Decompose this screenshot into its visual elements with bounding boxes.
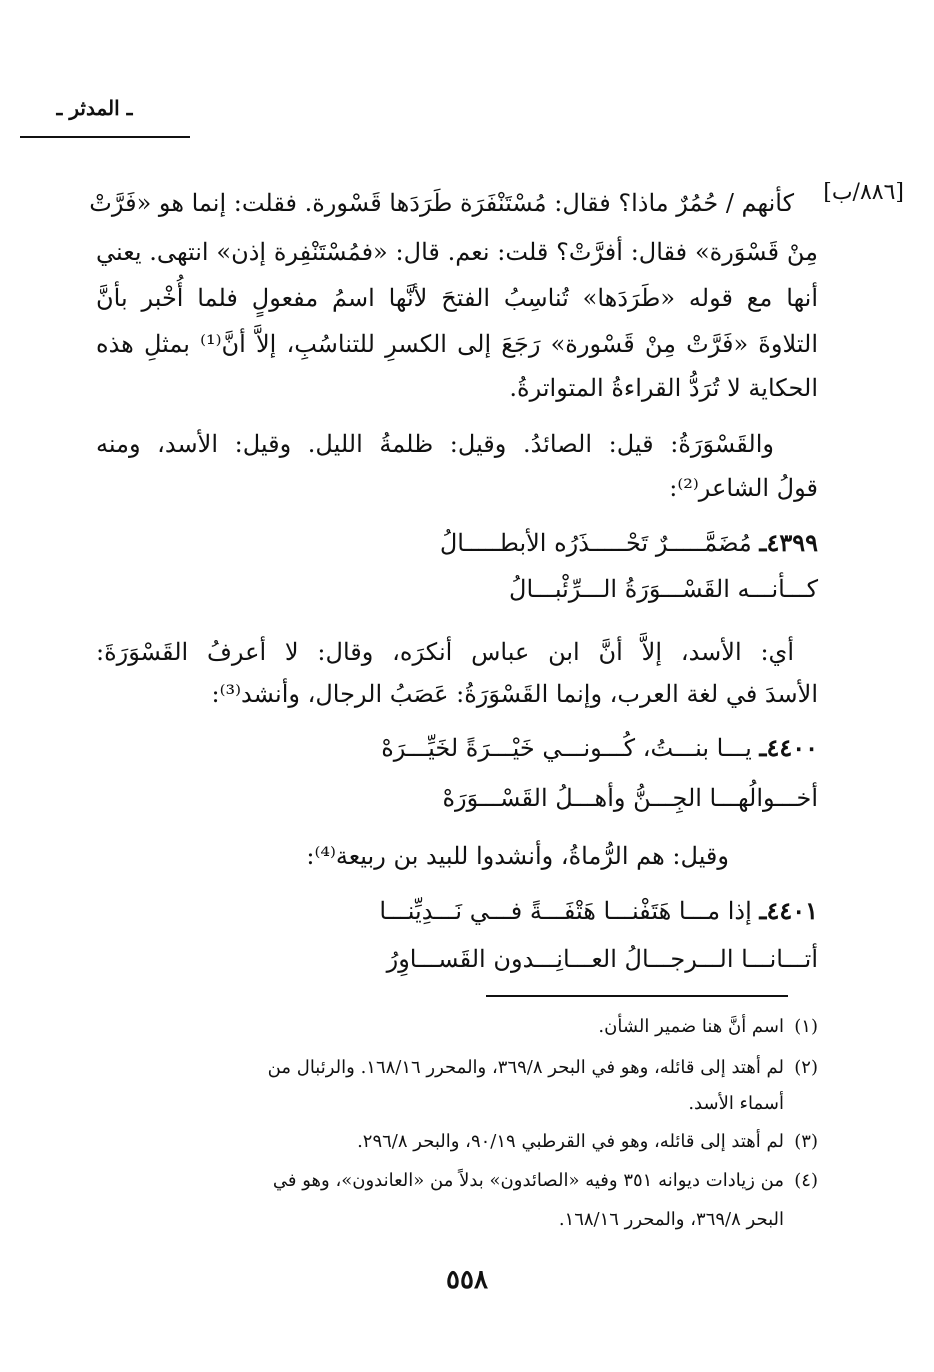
verse-hemistich: يـــا بنـــتُ، كُـــونـــي خَيْـــرَةً لخَيِّـــرَهْ: [381, 734, 752, 762]
footnote-line: اسم أنَّ هنا ضمير الشأن.: [598, 1016, 784, 1037]
footnote-line: البحر ٣٦٩/٨، والمحرر ١٦٨/١٦.: [558, 1209, 784, 1230]
body-line: والقَسْوَرَةُ: قيل: الصائدُ. وقيل: ظلمةُ الليل. وقيل: الأسد، ومنه: [96, 430, 774, 458]
running-header: [0, 96, 189, 130]
header-rule: [20, 136, 190, 138]
body-line: مِنْ قَسْوَرة» فقال: أفرَّتْ؟ قلت: نعم. قال: «فمُسْتَنْفِرة إذن» انتهى. يعني: [96, 238, 818, 266]
footnote-line: أسماء الأسد.: [688, 1093, 784, 1114]
body-line: أي: الأسد، إلاَّ أنَّ ابن عباس أنكرَه، وقال: لا أعرفُ القَسْوَرَةَ:: [96, 638, 794, 666]
verse-number: ٤٤٠٠ـ: [759, 733, 818, 762]
verse-number: ٤٤٠١ـ: [759, 896, 818, 925]
body-line: قولُ الشاعر⁽²⁾:: [669, 474, 818, 502]
verse-4399-second: كـــأنـــه القَسْـــوَرَةُ الـــرِّئْبـــالُ: [509, 575, 818, 603]
footnote-number: (٣): [794, 1131, 818, 1152]
footnote-number: (٤): [794, 1170, 818, 1191]
body-line: الأسدَ في لغة العرب، وإنما القَسْوَرَةُ: عَصَبُ الرجال، وأنشد⁽³⁾:: [211, 680, 818, 708]
body-line: كأنهم / حُمُرٌ ماذا؟ فقال: مُسْتَنْفَرَة طَرَدَها قَسْورة. فقلت: إنما هو «فَرَّتْ: [89, 189, 794, 217]
footnote-line: من زيادات ديوانه ٣٥١ وفيه «الصائدون» بدلاً من «العاندون»، وهو في: [272, 1170, 784, 1191]
page-number: ٥٥٨: [446, 1265, 488, 1295]
verse-4399-first: [440, 520, 818, 566]
footnote-number: (٢): [794, 1057, 818, 1078]
body-line: أنها مع قوله «طَرَدَها» تُناسِبُ الفتحَ لأنَّها اسمُ مفعولٍ فلما أُخْبر بأنَّ: [96, 284, 818, 312]
verse-number: ٤٣٩٩ـ: [759, 528, 818, 557]
manuscript-folio-marker: [٨٨٦/ب]: [823, 180, 904, 205]
verse-4400-second: أخـــوالُهـــا الجِـــنُّ وأهـــلُ القَسْـــوَرَهْ: [442, 784, 818, 812]
verse-4401-second: أتـــانـــا الـــرجـــالُ العـــانِـــدون القَســـاوِرُ: [386, 945, 818, 973]
verse-hemistich: مُضَمَّـــــرٌ تَحْـــــذَرُه الأبطـــــالُ: [439, 529, 752, 557]
surah-title: ـ المدثر ـ: [56, 96, 133, 120]
body-line: وقيل: هم الرُّماةُ، وأنشدوا للبيد بن ربيعة⁽⁴⁾:: [306, 842, 729, 870]
verse-4401-first: [379, 888, 818, 934]
footnote-line: لم أهتد إلى قائله، وهو في البحر ٣٦٩/٨، والمحرر ١٦٨/١٦. والرئبال من: [267, 1057, 784, 1078]
body-line: التلاوةَ «فَرَّتْ مِنْ قَسْورة» رَجَعَ إلى الكسرِ للتناسُبِ، إلاَّ أنَّ⁽¹⁾ بمثلِ هذه: [96, 330, 819, 358]
verse-hemistich: إذا مـــا هَتَفْنـــا هَتْفَـــةً فـــي نَـــدِيِّنـــا: [379, 897, 752, 925]
verse-4400-first: [381, 725, 818, 771]
footnote-line: لم أهتد إلى قائله، وهو في القرطبي ٩٠/١٩، والبحر ٢٩٦/٨.: [357, 1131, 784, 1152]
body-line: الحكاية لا تُرَدُّ القراءةُ المتواترةُ.: [509, 374, 818, 402]
footnote-number: (١): [794, 1016, 818, 1037]
footnote-rule: [486, 995, 788, 997]
